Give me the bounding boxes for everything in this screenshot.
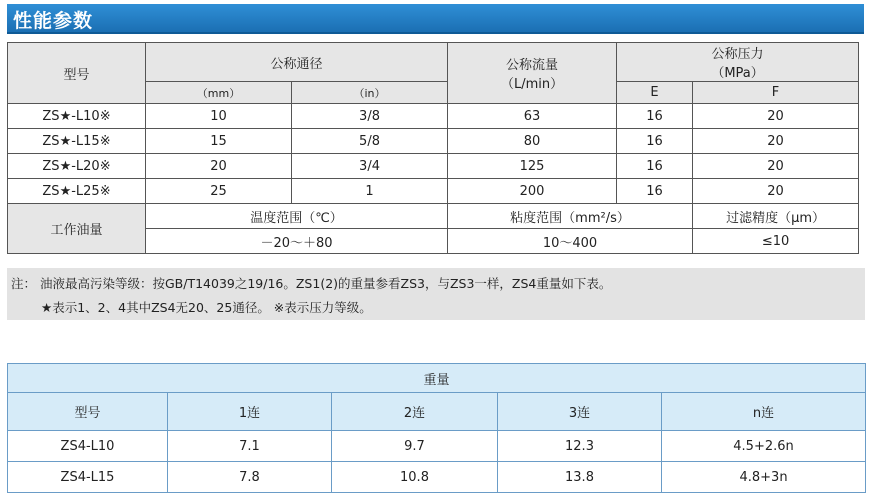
weights-table [7,363,866,493]
f-cell: 20 [693,104,859,129]
temp-range-value: －20～＋80 [146,229,448,254]
notes-box [7,268,865,320]
oil-label: 工作油量 [8,204,146,254]
nominal-pressure-label: 公称压力 [711,47,764,62]
flow-cell: 80 [448,129,617,154]
weight-cell: 4.5+2.6n [662,431,866,462]
table-row [8,431,866,462]
section-title-bar [7,4,864,34]
in-unit-header: （in） [292,82,448,104]
table-row [8,129,859,154]
in-cell: 3/8 [292,104,448,129]
filter-label: 过滤精度（μm） [693,204,859,229]
nominal-diameter-header: 公称通径 [146,43,448,82]
weight-cell: 7.8 [168,462,332,493]
pressure-unit: （MPa） [711,66,764,81]
weight-cell: 10.8 [332,462,498,493]
f-cell: 20 [693,179,859,204]
weights-header-2: 2连 [332,393,498,431]
weight-model-cell: ZS4-L10 [8,431,168,462]
weight-model-cell: ZS4-L15 [8,462,168,493]
e-cell: 16 [617,129,693,154]
model-cell: ZS★-L10※ [8,104,146,129]
weight-cell: 4.8+3n [662,462,866,493]
model-header: 型号 [8,43,146,104]
model-cell: ZS★-L15※ [8,129,146,154]
mm-cell: 20 [146,154,292,179]
section-title: 性能参数 [13,10,94,32]
table-row [8,179,859,204]
in-cell: 5/8 [292,129,448,154]
note-line-2: ★表示1、2、4其中ZS4无20、25通径。 ※表示压力等级。 [41,300,372,315]
temp-range-label: 温度范围（℃） [146,204,448,229]
in-cell: 1 [292,179,448,204]
weight-cell: 7.1 [168,431,332,462]
nominal-pressure-header [617,43,859,82]
pressure-f-header: F [693,82,859,104]
weight-cell: 12.3 [498,431,662,462]
model-cell: ZS★-L25※ [8,179,146,204]
viscosity-value: 10～400 [448,229,693,254]
weight-cell: 9.7 [332,431,498,462]
flow-unit: （L/min） [500,77,564,92]
e-cell: 16 [617,179,693,204]
e-cell: 16 [617,154,693,179]
mm-cell: 10 [146,104,292,129]
viscosity-label: 粘度范围（mm²/s） [448,204,693,229]
f-cell: 20 [693,129,859,154]
flow-cell: 125 [448,154,617,179]
in-cell: 3/4 [292,154,448,179]
mm-cell: 25 [146,179,292,204]
note-line-1: 注： 油液最高污染等级：按GB/T14039之19/16。ZS1(2)的重量参看ZS3，与ZS3一样，ZS4重量如下表。 [11,276,612,291]
table-row [8,462,866,493]
weights-header-model: 型号 [8,393,168,431]
table-row [8,104,859,129]
flow-cell: 63 [448,104,617,129]
filter-value: ≤10 [693,229,859,254]
e-cell: 16 [617,104,693,129]
flow-cell: 200 [448,179,617,204]
mm-cell: 15 [146,129,292,154]
weights-header-n: n连 [662,393,866,431]
mm-unit-header: （mm） [146,82,292,104]
weights-title: 重量 [8,364,866,393]
f-cell: 20 [693,154,859,179]
performance-params-table [7,42,859,254]
model-cell: ZS★-L20※ [8,154,146,179]
nominal-flow-label: 公称流量 [506,58,559,73]
pressure-e-header: E [617,82,693,104]
nominal-flow-header [448,43,617,104]
weights-header-1: 1连 [168,393,332,431]
table-row [8,154,859,179]
weights-header-3: 3连 [498,393,662,431]
weight-cell: 13.8 [498,462,662,493]
